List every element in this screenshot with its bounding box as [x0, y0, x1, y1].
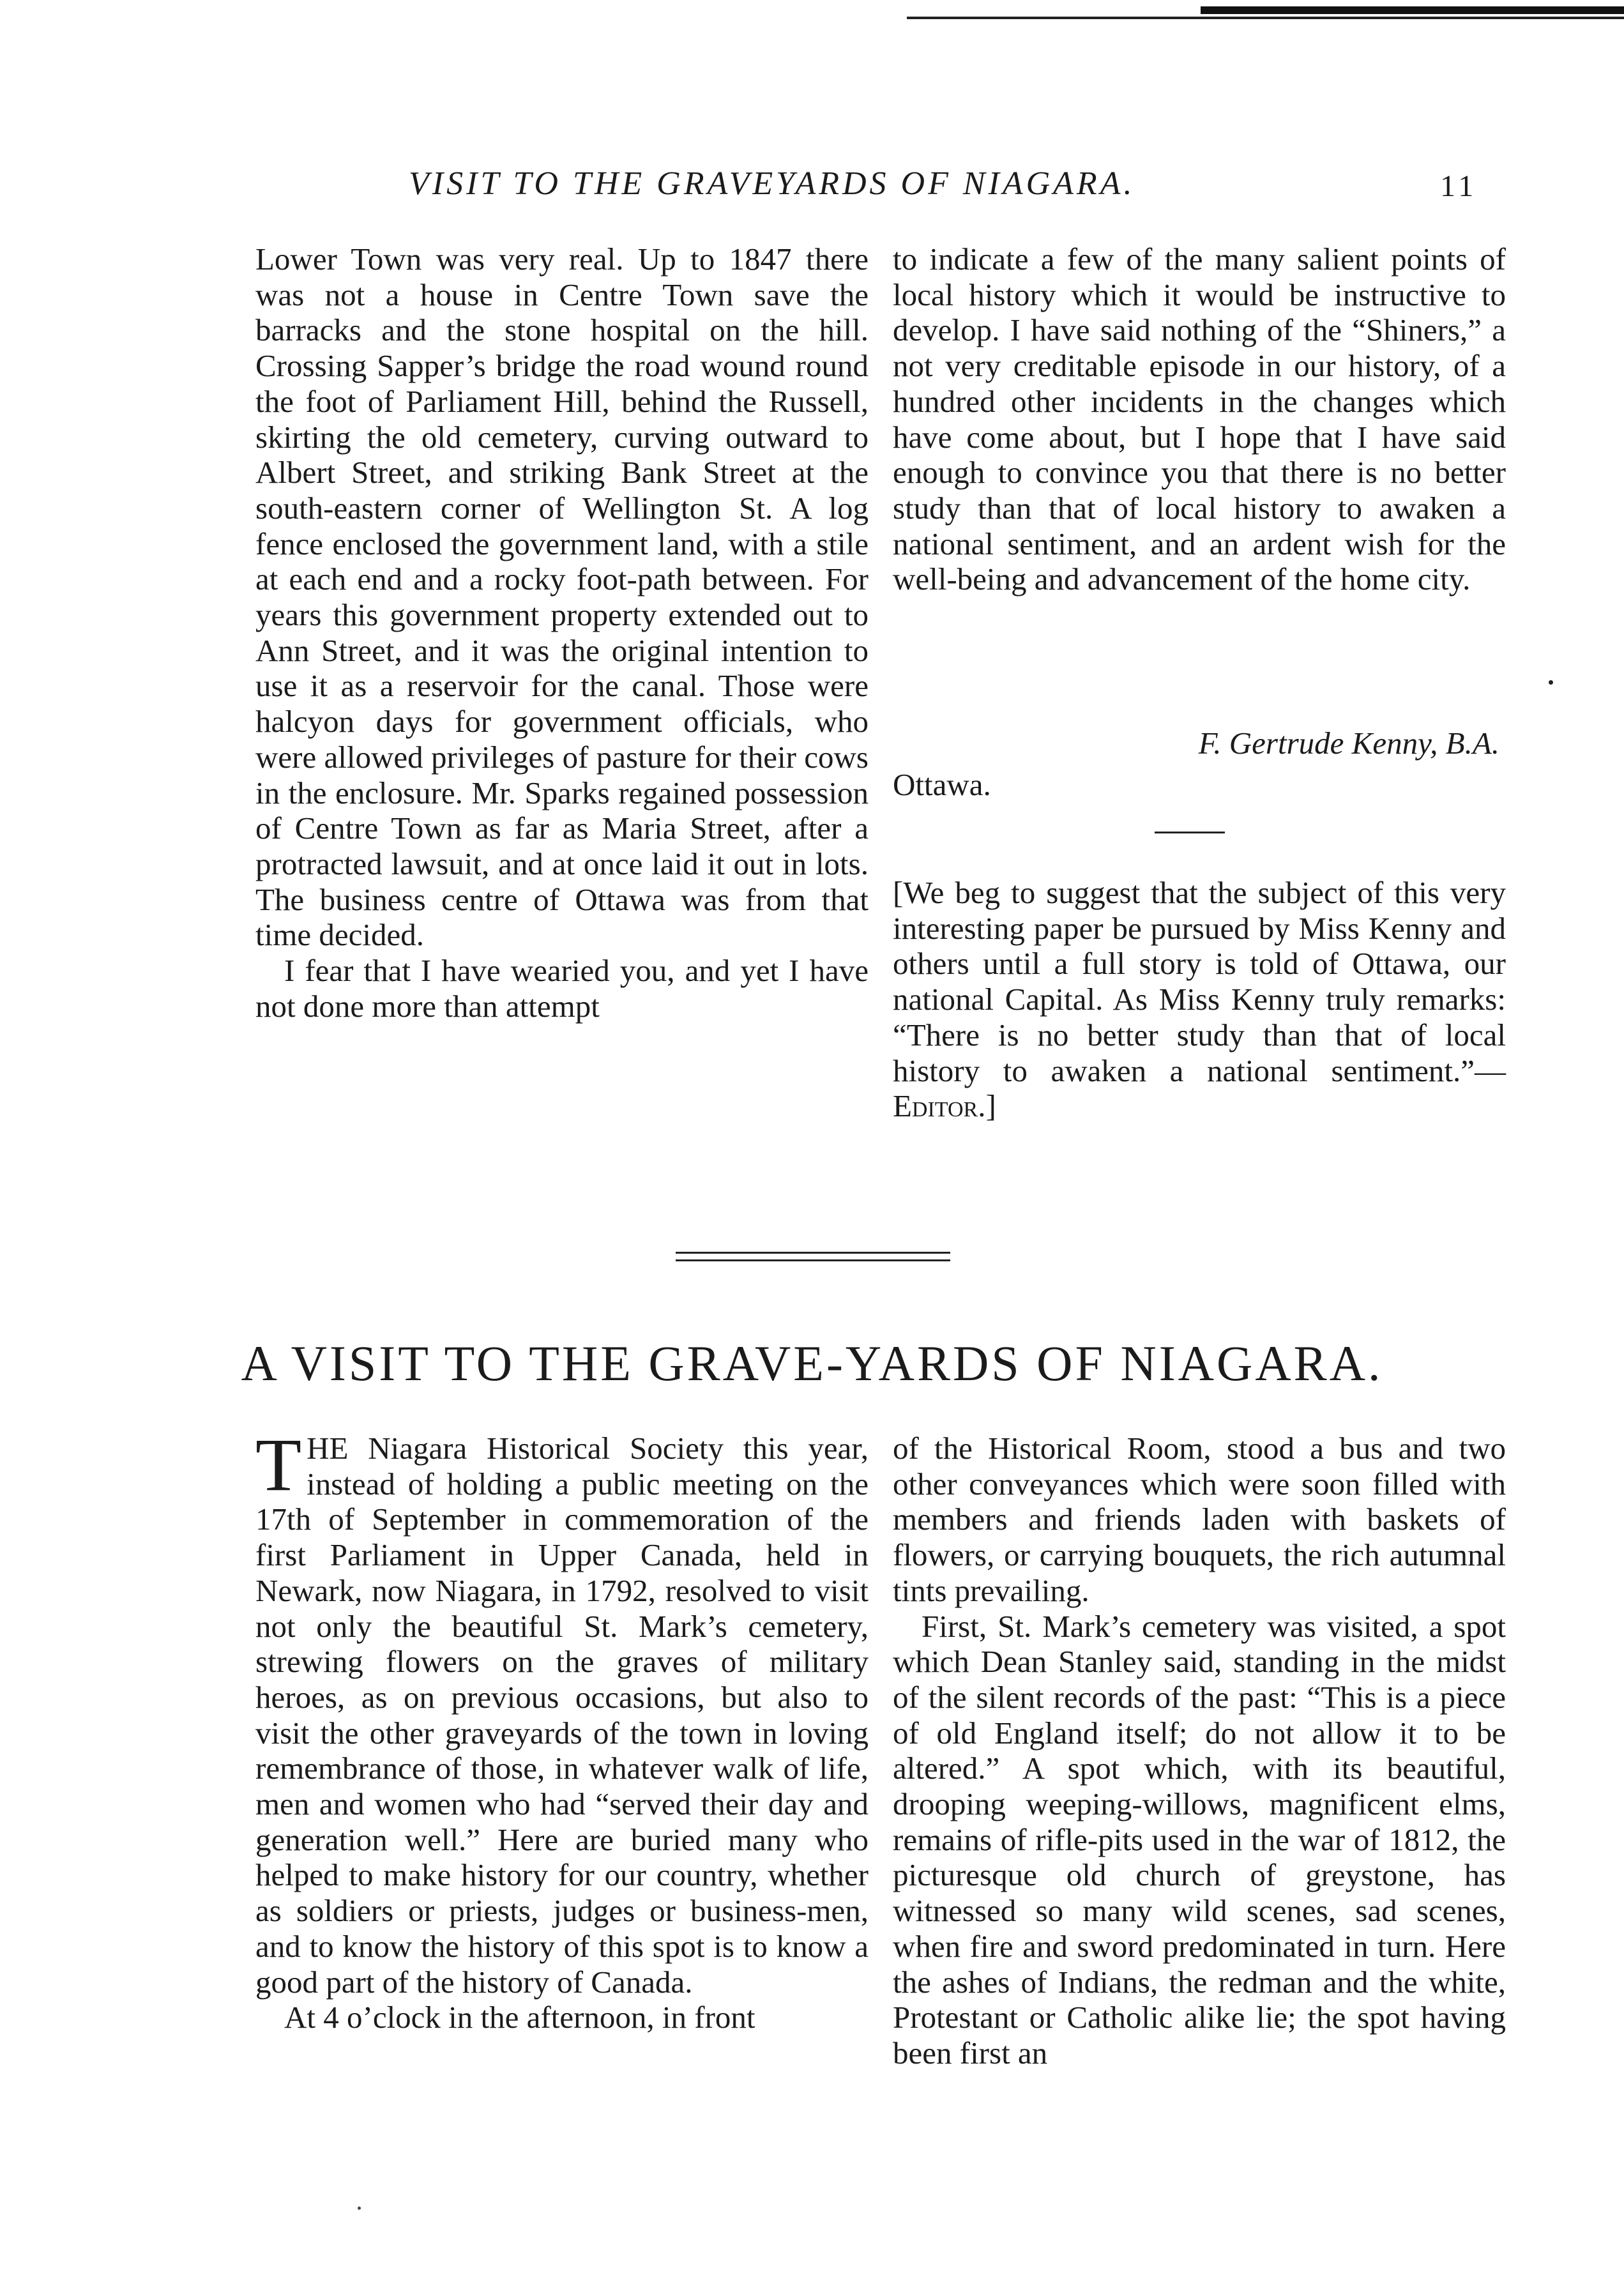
author-signature: F. Gertrude Kenny, B.A. [1198, 726, 1499, 761]
editor-note-body: [We beg to suggest that the subject of this very interesting paper be pursued by Miss Kenny and others until a full story is told of Ottawa, our national Capital. As Miss Kenny truly remarks: “There is no better study than that of local history to awaken a national sentiment.”— [893, 875, 1506, 1088]
top-border-thin [907, 17, 1624, 19]
section-divider-short [1155, 832, 1225, 833]
paragraph: First, St. Mark’s cemetery was visited, a spot which Dean Stanley said, standing in the midst of the silent records of the past: “This is a piece of old England itself; do not allow it to be altered.” A spot which, with its beautiful, drooping weeping-willows, magnificent elms, remains of rifle-pits used in the war of 1812, the picturesque old church of greystone, has witnessed so many wild scenes, sad scenes, when fire and sword predominated in turn. Here the ashes of Indians, the redman and the white, Protestant or Catholic alike lie; the spot having been first an [893, 1608, 1506, 2071]
editor-note-close: ] [985, 1088, 996, 1124]
top-border-thick [1201, 6, 1624, 14]
article-divider-top [676, 1252, 950, 1254]
drop-cap: T [255, 1423, 302, 1507]
previous-article-column-2 [893, 241, 1506, 597]
paragraph: to indicate a few of the many salient points of local history which it would be instructive to develop. I have said nothing of the “Shiners,” a not very creditable episode in our history, of a hundred other incidents in the changes which have come about, but I hope that I have said enough to convince you that there is no better study than that of local history to awaken a national sentiment, and an ardent wish for the well-being and advancement of the home city. [893, 241, 1506, 597]
editor-note-text [893, 875, 1506, 1124]
editor-note [893, 875, 1506, 1124]
article-divider-bottom [676, 1259, 950, 1261]
author-signature-block [893, 725, 1519, 802]
paragraph: At 4 o’clock in the afternoon, in front [284, 2000, 755, 2035]
page-number: 11 [1440, 169, 1478, 203]
print-speck [1549, 680, 1553, 685]
article-column-2 [893, 1431, 1506, 2071]
editor-credit: Editor. [893, 1088, 986, 1124]
article-column-1 [255, 1423, 869, 2035]
running-head: VISIT TO THE GRAVEYARDS OF NIAGARA. [409, 165, 1135, 202]
opening-text: HE Niagara Historical Society this year, instead of holding a public meeting on the 17th of September in commemoration of the first Parliament in Upper Canada, held in Newark, now Niagara, in 1792, resolved to visit not only the beautiful St. Mark’s cemetery, strewing flowers on the graves of military heroes, as on previous occasions, but also to visit the other graveyards of the town in loving remembrance of those, in whatever walk of life, men and women who had “served their day and generation well.” Here are buried many who helped to make history for our country, whether as soldiers or priests, judges or business-men, and to know the history of this spot is to know a good part of the history of Canada. [255, 1431, 869, 2000]
article-title: A VISIT TO THE GRAVE-YARDS OF NIAGARA. [241, 1335, 1383, 1391]
author-city: Ottawa. [893, 767, 991, 802]
print-speck [358, 2207, 361, 2210]
paragraph: I fear that I have wearied you, and yet I have not done more than attempt [255, 953, 869, 1024]
paragraph: Lower Town was very real. Up to 1847 there was not a house in Centre Town save the barracks and the stone hospital on the hill. Crossing Sapper’s bridge the road wound round the foot of Parliament Hill, behind the Russell, skirting the old cemetery, curving outward to Albert Street, and striking Bank Street at the south-eastern corner of Wellington St. A log fence enclosed the government land, with a stile at each end and a rocky foot-path between. For years this government property extended out to Ann Street, and it was the original intention to use it as a reservoir for the canal. Those were halcyon days for government officials, who were allowed privileges of pasture for their cows in the enclosure. Mr. Sparks regained possession of Centre Town as far as Maria Street, after a protracted lawsuit, and at once laid it out in lots. The business centre of Ottawa was from that time decided. [255, 241, 869, 953]
paragraph [255, 1423, 869, 2000]
paragraph: of the Historical Room, stood a bus and two other conveyances which were soon filled with members and friends laden with baskets of flowers, or carrying bouquets, the rich autumnal tints prevailing. [893, 1431, 1506, 1608]
previous-article-column-1 [255, 241, 869, 1024]
